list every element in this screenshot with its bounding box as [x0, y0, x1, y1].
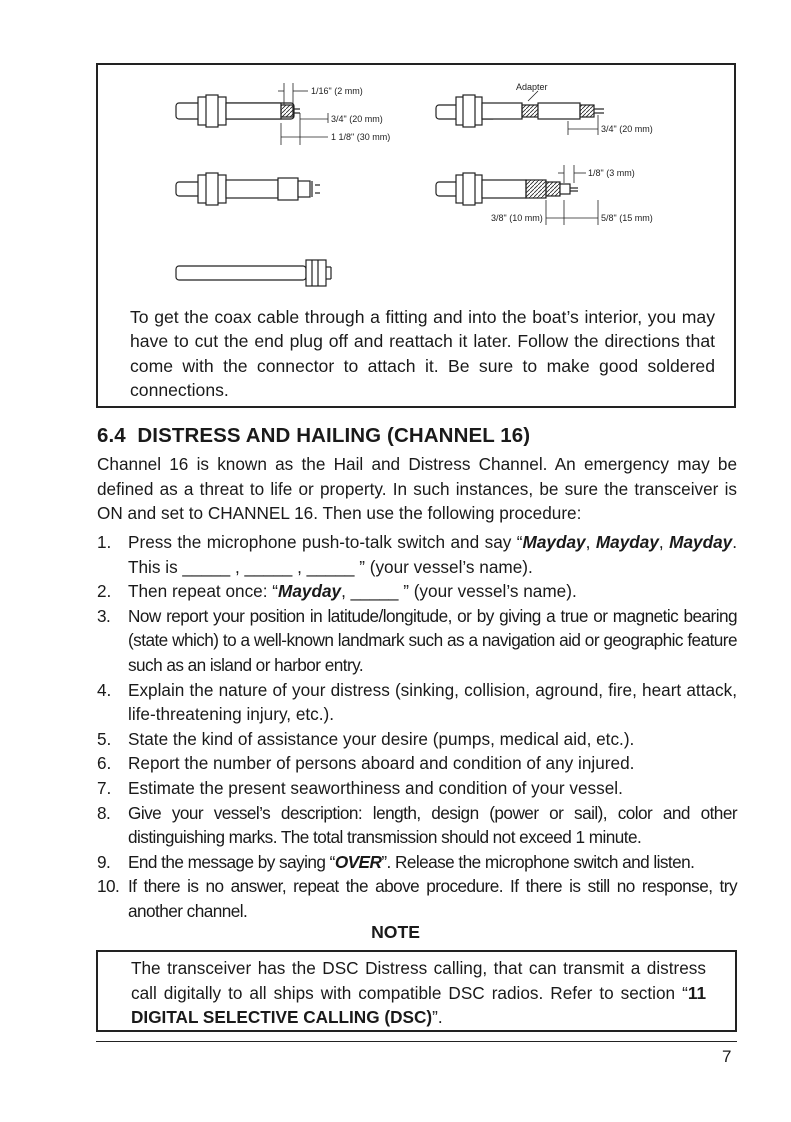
cable-crimped-drawing — [176, 173, 320, 205]
step-text: Estimate the present seaworthiness and condition of your vessel. — [128, 777, 623, 798]
step-text: Give your vessel’s description: length, design (power or sail), color and other distinguishing marks. The total transmission should not exceed 1 minute. — [128, 802, 737, 848]
step-text: . This is _____ , _____ , _____ ” (your vessel’s name). — [128, 532, 737, 577]
step-text: , — [585, 532, 596, 552]
list-item — [97, 801, 737, 850]
section-intro: Channel 16 is known as the Hail and Distress Channel. An emergency may be defined as a threat to life or property. In such instances, be sure the transceiver is ON and set to CHANNEL 16. Then use the following procedure: — [97, 454, 737, 524]
step-text: Now report your position in latitude/longitude, or by giving a true or magnetic bearing (state which) to a well-known landmark such as a navigation aid or geographic feature such as an island or harbor entry. — [128, 605, 737, 675]
adapter-label: Adapter — [516, 82, 548, 92]
step-text: State the kind of assistance your desire (pumps, medical aid, etc.). — [128, 728, 635, 749]
step-number: 5. — [97, 728, 112, 749]
note-section-reference: 11 DIGITAL SELECTIVE CALLING (DSC) — [131, 982, 706, 1028]
footer-rule — [96, 1041, 737, 1042]
mayday-emphasis: Mayday — [278, 581, 342, 602]
list-item — [97, 604, 737, 678]
step-number: 9. — [97, 851, 111, 872]
cable-adapter-drawing — [436, 95, 604, 127]
list-item — [97, 776, 737, 801]
list-item — [97, 530, 737, 579]
step-number: 3. — [97, 605, 111, 626]
step-text: End the message by saying “ — [128, 851, 335, 872]
step-text: ”. Release the microphone switch and listen. — [381, 851, 695, 872]
note-text — [131, 956, 706, 1030]
step-number: 2. — [97, 581, 112, 602]
mayday-emphasis: Mayday — [595, 532, 659, 552]
page-number: 7 — [722, 1047, 732, 1066]
section-heading: 6.4 DISTRESS AND HAILING (CHANNEL 16) — [97, 424, 531, 447]
step-text: Press the microphone push-to-talk switch and say “ — [128, 532, 523, 552]
coax-connector-diagram — [98, 65, 738, 305]
figure-caption: To get the coax cable through a fitting and into the boat’s interior, you may have to cut the end plug off and reattach it later. Follow the directions that come with the connector to attach it. Be sure to make good soldered connections. — [130, 307, 715, 401]
step-text: Then repeat once: “ — [128, 581, 279, 602]
over-emphasis: OVER — [334, 851, 382, 872]
step-text: Report the number of persons aboard and condition of any injured. — [128, 753, 635, 774]
dim-label-4: 3/4" (20 mm) — [601, 124, 653, 134]
step-number: 7. — [97, 777, 112, 798]
step-number: 4. — [97, 679, 112, 700]
dim-label-2: 3/4" (20 mm) — [331, 114, 383, 124]
cable-stripped-drawing — [176, 95, 300, 127]
dim-label-1: 1/16" (2 mm) — [311, 86, 363, 96]
dim-label-7: 5/8" (15 mm) — [601, 213, 653, 223]
note-box — [96, 950, 737, 1032]
dim-label-6: 3/8" (10 mm) — [491, 213, 543, 223]
note-title: NOTE — [371, 922, 420, 942]
list-item — [97, 678, 737, 727]
list-item — [97, 579, 737, 604]
mayday-emphasis: Mayday — [522, 532, 586, 552]
step-number: 6. — [97, 753, 112, 774]
mayday-emphasis: Mayday — [669, 532, 733, 552]
step-text: , _____ ” (your vessel’s name). — [341, 581, 577, 602]
note-text-part: ”. — [432, 1007, 443, 1028]
note-text-part: The transceiver has the DSC Distress calling, that can transmit a distress call digitally to all ships with compatible DSC radios. Refer to section “ — [131, 958, 706, 1003]
list-item — [97, 850, 737, 875]
step-number: 8. — [97, 802, 111, 823]
dim-label-3: 1 1/8" (30 mm) — [331, 132, 391, 142]
step-text: If there is no answer, repeat the above procedure. If there is still no response, try another channel. — [128, 876, 737, 921]
cable-solder-drawing — [436, 173, 578, 205]
step-number: 1. — [97, 532, 112, 552]
step-text: Explain the nature of your distress (sinking, collision, aground, fire, heart attack, life-threatening injury, etc.). — [128, 679, 737, 725]
step-text: , — [658, 532, 670, 552]
list-item — [97, 874, 737, 923]
cable-plug-drawing — [176, 260, 331, 286]
list-item — [97, 751, 737, 776]
step-number: 10. — [97, 876, 120, 897]
procedure-list — [97, 530, 737, 924]
connector-figure-box — [96, 63, 736, 408]
dim-label-5: 1/8" (3 mm) — [588, 168, 635, 178]
list-item — [97, 727, 737, 752]
